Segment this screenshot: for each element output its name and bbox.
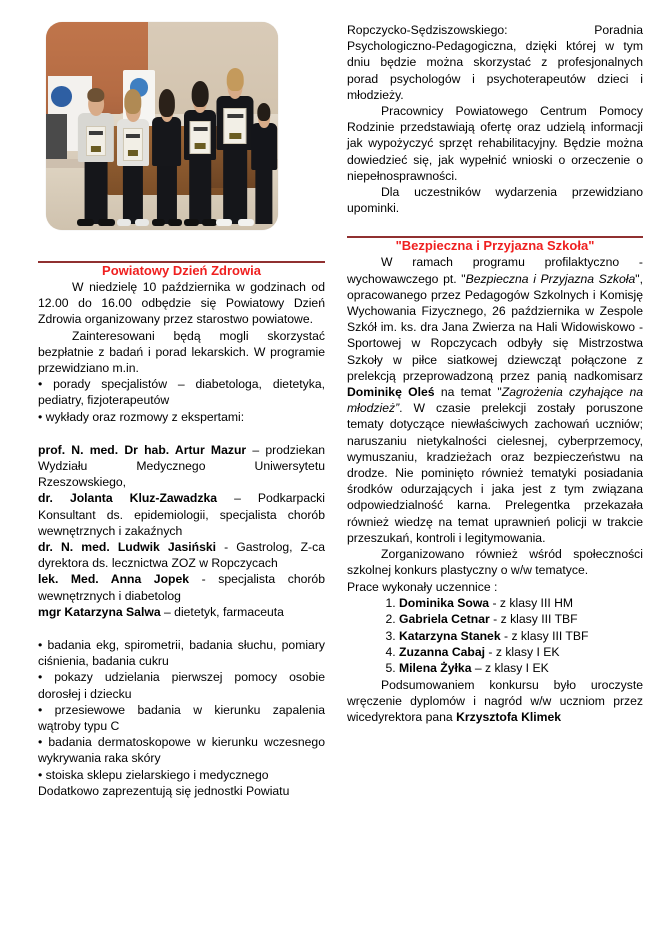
expert-name: mgr Katarzyna Salwa: [38, 604, 161, 619]
list-item: [399, 595, 643, 611]
contest-intro: Prace wykonały uczennice :: [347, 579, 498, 594]
expert-dash: -: [216, 540, 237, 555]
list-item: [399, 628, 643, 644]
expert-role: Gastrolog, Z-ca dyrektora ds. lecznictwa ZOZ w Ropczycach: [38, 540, 325, 571]
lecture-title-italic: Zagrożenia czyhające na młodzież”: [347, 385, 644, 416]
winner-sep: –: [471, 661, 486, 676]
photo-canvas: [46, 22, 278, 230]
winner-class: z klasy III TBF: [500, 612, 578, 627]
list-item: [399, 660, 643, 676]
program-text-1: W ramach programu profilaktyczno - wychowawczego pt. ": [347, 255, 643, 286]
list-item: [399, 644, 643, 660]
winner-name: Dominika Sowa: [399, 595, 490, 610]
photo-person: [215, 64, 254, 224]
speaker-last-name: Oleś: [408, 385, 435, 400]
event-photo: [46, 22, 278, 230]
expert-role: dietetyk, farmaceuta: [174, 604, 284, 619]
left-service-bullet: • stoiska sklepu zielarskiego i medycznego: [38, 767, 269, 782]
left-service-bullet: • badania dermatoskopowe w kierunku wczesnego wykrywania raka skóry: [38, 735, 325, 766]
expert-dash: -: [189, 572, 219, 587]
left-paragraph-1: W niedzielę 10 października w godzinach od 12.00 do 16.00 odbędzie się Powiatowy Dzień Zdrowia organizowany przez starostwo powiatowe.: [38, 280, 325, 327]
speaker-first-name: Dominikę: [347, 385, 402, 400]
program-paragraph: [347, 254, 643, 546]
winner-sep: -: [489, 595, 500, 610]
expert-entry: [38, 442, 325, 491]
photo-person: [76, 82, 115, 223]
photo-person: [116, 87, 151, 224]
left-column: [38, 22, 325, 937]
program-text-5: . W czasie prelekcji zostały poruszone tematy dotyczące niewłaściwych zachowań uczniów; naruszaniu nietykalności cielesnej, cyberprzemocy, wymuszaniu, kradzieżach oraz bezpieczeństwu na drodze. Nie pominięto również tematyki posiadania środków odurzających i jaka jest z tym związana odpowiedzialność karna. Prelegentka przekazała również wiedzę na temat uprawnień policji w trakcie przeszukań, kontroli i legitymowania.: [347, 401, 643, 545]
right-section-heading: "Bezpieczna i Przyjazna Szkoła": [395, 238, 595, 254]
left-bullet-1: • porady specjalistów – diabetologa, dietetyka, pediatry, fizjoterapeutów: [38, 377, 325, 408]
winner-sep: -: [485, 644, 496, 659]
photo-person: [150, 87, 182, 224]
program-text-2: ", opracowanego przez Pedagogów Szkolnych i Komisję Wychowania Fizycznego, 26 października w Zespole Szkół im. ks. dra Jana Zwierza na Hali Widowiskowo -Sportowej w Ropczycach odbyły się Mistrzostwa Szkoły w piłce siatkowej dziewcząt połączone z prelekcją przeprowadzoną przez panią nadkomisarz: [347, 271, 643, 383]
expert-dash: –: [246, 442, 266, 457]
winner-name: Milena Żyłka: [399, 661, 472, 676]
winner-name: Katarzyna Stanek: [399, 628, 501, 643]
winner-class: z klasy I EK: [495, 644, 560, 659]
experts-list: [38, 442, 325, 620]
expert-role: Podkarpacki Konsultant ds. epidemiologii, specjalista chorób wewnętrznych i zakaźnych: [38, 491, 325, 538]
photo-logo-left: [51, 86, 72, 107]
left-service-bullet: • pokazy udzielania pierwszej pomocy osobie dorosłej i dziecku: [38, 670, 325, 701]
services-bullet-list: [38, 637, 325, 783]
closing-text: Podsumowaniem konkursu było uroczyste wręczenie dyplomów i nagród w/w uczniom przez wicedyrektora pana: [347, 677, 643, 725]
winner-class: z klasy I EK: [485, 661, 549, 676]
winners-list: [347, 595, 643, 677]
left-service-bullet: • badania ekg, spirometrii, badania słuchu, pomiary ciśnienia, badania cukru: [38, 638, 325, 669]
left-service-bullet: • przesiewowe badania w kierunku zapalenia wątroby typu C: [38, 702, 325, 734]
expert-dash: –: [160, 604, 175, 619]
winner-name: Zuzanna Cabaj: [399, 644, 486, 659]
closing-paragraph: [347, 677, 643, 726]
expert-name: prof. N. med. Dr hab. Artur Mazur: [38, 442, 247, 457]
expert-name: lek. Med. Anna Jopek: [38, 572, 190, 587]
expert-dash: –: [217, 491, 258, 506]
winner-class: z klasy III HM: [499, 595, 574, 610]
left-section-heading: Powiatowy Dzień Zdrowia: [102, 263, 261, 278]
expert-entry: [38, 539, 325, 571]
photo-dark-box: [46, 114, 67, 160]
expert-entry: [38, 571, 325, 603]
right-paragraph-3: Dla uczestników wydarzenia przewidziano upominki.: [347, 185, 643, 216]
contest-paragraph: Zorganizowano również wśród społeczności szkolnej konkurs plastyczny o w/w tematyce.: [347, 547, 643, 578]
right-column: [347, 22, 643, 937]
winner-sep: -: [500, 628, 512, 643]
photo-person: [183, 78, 218, 224]
winner-class: z klasy III TBF: [511, 628, 589, 643]
right-continuation-paragraph: Ropczycko-Sędziszowskiego: Poradnia Psychologiczno-Pedagogiczna, dzięki której w tym dniu będzie można skorzystać z profesjonalnych porad psychologów i psychoterapeutów dzieci i młodzieży.: [347, 23, 643, 102]
expert-entry: [38, 490, 325, 539]
left-paragraph-2: Zainteresowani będą mogli skorzystać bezpłatnie z badań i porad lekarskich. W programie przewidziano m.in.: [38, 328, 325, 376]
expert-role: specjalista chorób wewnętrznych i diabetolog: [38, 572, 325, 603]
expert-entry: [38, 604, 325, 620]
program-title-italic: Bezpieczna i Przyjazna Szkoła: [465, 271, 636, 286]
expert-role: prodziekan Wydziału Medycznego Uniwersytetu Rzeszowskiego,: [38, 442, 325, 490]
list-item: [399, 611, 643, 627]
photo-person: [250, 95, 278, 224]
expert-name: dr. Jolanta Kluz-Zawadzka: [38, 491, 218, 506]
program-text-4: na temat ": [434, 385, 502, 400]
left-closing-paragraph: Dodatkowo zaprezentują się jednostki Powiatu: [38, 783, 290, 798]
vice-principal-name: Krzysztofa Klimek: [456, 710, 562, 725]
winner-name: Gabriela Cetnar: [399, 612, 490, 627]
expert-name: dr. N. med. Ludwik Jasiński: [38, 540, 217, 555]
winner-sep: -: [489, 612, 501, 627]
right-paragraph-2: Pracownicy Powiatowego Centrum Pomocy Rodzinie przedstawiają ofertę oraz udzielą informacji jak wypożyczyć sprzęt rehabilitacyjny. Będzie można dowiedzieć się, jak wypełnić wnioski o orzeczenie o niepełnosprawności.: [347, 104, 643, 183]
left-bullet-2: • wykłady oraz rozmowy z ekspertami:: [38, 409, 245, 424]
spacer: [347, 216, 643, 236]
